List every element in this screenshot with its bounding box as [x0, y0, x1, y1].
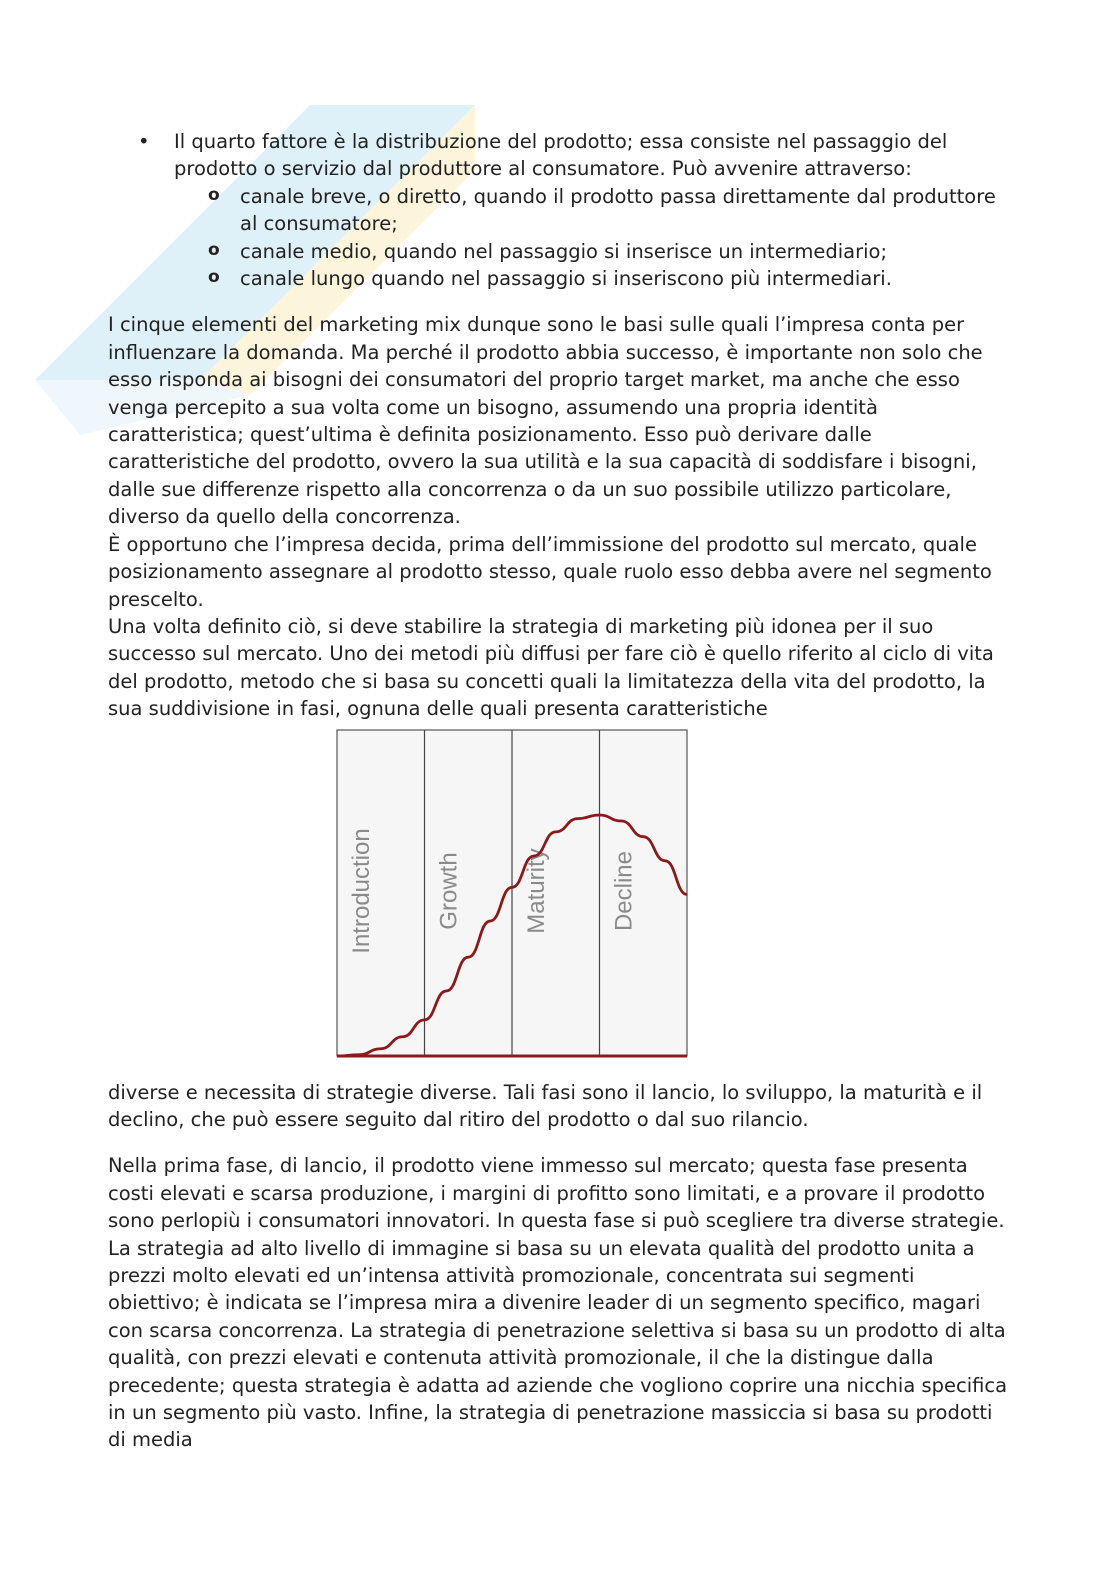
bullet-list: [108, 128, 1008, 292]
paragraph: Nella prima fase, di lancio, il prodotto viene immesso sul mercato; questa fase presenta costi elevati e scarsa produzione, i margini di profitto sono limitati, e a provare il prodotto sono perlopiù i consumatori innovatori. In questa fase si può scegliere tra diverse strategie. La strategia ad alto livello di immagine si basa su un elevata qualità del prodotto unita a prezzi molto elevati ed un’intensa attività promozionale, concentrata sui segmenti obiettivo; è indicata se l’impresa mira a divenire leader di un segmento specifico, magari con scarsa concorrenza. La strategia di penetrazione selettiva si basa su un prodotto di alta qualità, con prezzi elevati e contenuta attività promozionale, il che la distingue dalla precedente; questa strategia è adatta ad aziende che vogliono coprire una nicchia specifica in un segmento più vasto. Infine, la strategia di penetrazione massiccia si basa su prodotti di media: [108, 1154, 1008, 1452]
phase-label-decline: Decline: [610, 850, 638, 931]
paragraph: diverse e necessita di strategie diverse. Tali fasi sono il lancio, lo sviluppo, la maturità e il declino, che può essere seguito dal ritiro del prodotto o dal suo rilancio.: [108, 1080, 983, 1131]
phase-label-maturity: Maturity: [523, 847, 551, 934]
lifecycle-figure: [108, 729, 1008, 1079]
lifecycle-chart: [336, 729, 688, 1061]
phase-label-introduction: Introduction: [348, 827, 376, 954]
sub-list: [174, 183, 1008, 293]
sub-list-item: o canale lungo quando nel passaggio si inseriscono più intermediari.: [108, 265, 1008, 292]
sub-list-item: o canale breve, o diretto, quando il prodotto passa direttamente dal produttore al consumatore;: [108, 183, 1008, 238]
paragraph: Una volta definito ciò, si deve stabilire la strategia di marketing più idonea per il suo successo sul mercato. Uno dei metodi più diffusi per fare ciò è quello riferito al ciclo di vita del prodotto, metodo che si basa su concetti quali la limitatezza della vita del prodotto, la sua suddivisione in fasi, ognuna delle quali presenta caratteristiche: [108, 614, 994, 721]
sub-list-item: o canale medio, quando nel passaggio si inserisce un intermediario;: [108, 238, 1008, 265]
document-page: [108, 128, 1008, 1454]
paragraph: È opportuno che l’impresa decida, prima dell’immissione del prodotto sul mercato, quale posizionamento assegnare al prodotto stesso, quale ruolo esso debba avere nel segmento prescelto.: [108, 532, 992, 611]
list-item-text: Il quarto fattore è la distribuzione del prodotto; essa consiste nel passaggio del prodotto o servizio dal produttore al consumatore. Può avvenire attraverso:: [174, 130, 948, 181]
phase-label-growth: Growth: [435, 851, 463, 930]
list-item-distribution: [108, 128, 1008, 292]
paragraph: I cinque elementi del marketing mix dunque sono le basi sulle quali l’impresa conta per influenzare la domanda. Ma perché il prodotto abbia successo, è importante non solo che esso risponda ai bisogni dei consumatori del proprio target market, ma anche che esso venga percepito a sua volta come un bisogno, assumendo una propria identità caratteristica; quest’ultima è definita posizionamento. Esso può derivare dalle caratteristiche del prodotto, ovvero la sua utilità e la sua capacità di soddisfare i bisogni, dalle sue differenze rispetto alla concorrenza o da un suo possibile utilizzo particolare, diverso da quello della concorrenza.: [108, 313, 983, 529]
